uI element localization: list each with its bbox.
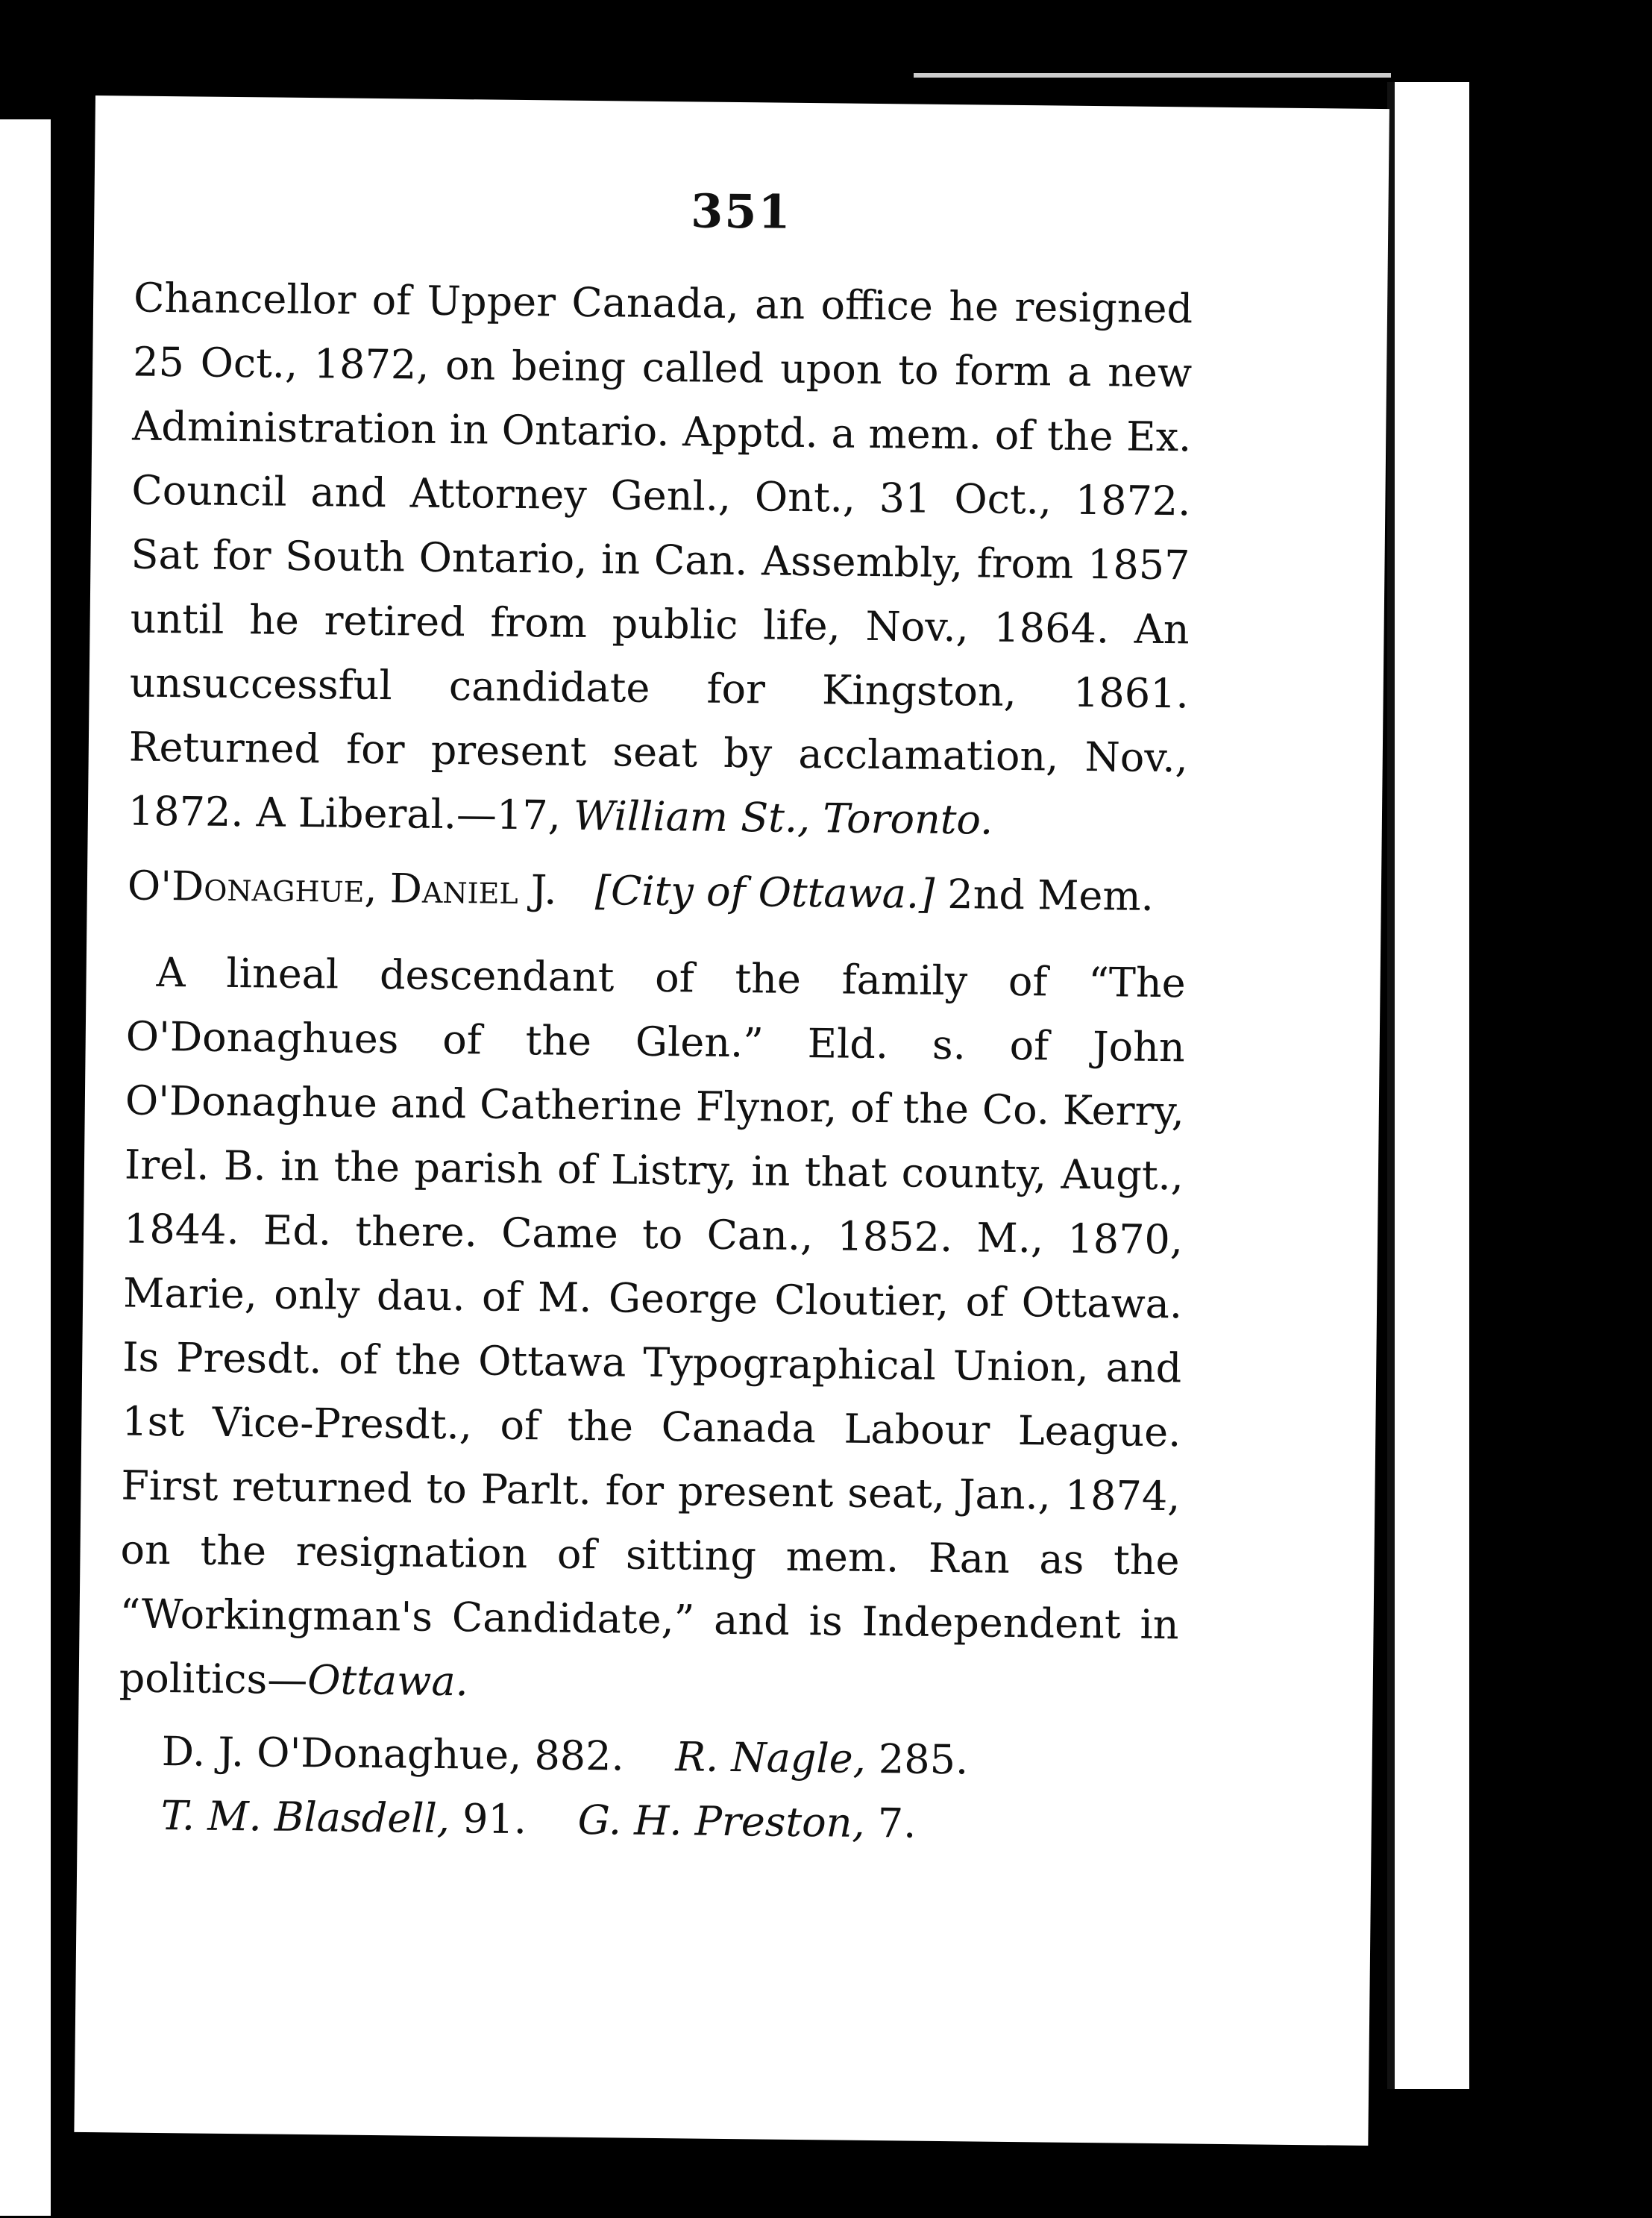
biography-odonaghue <box>119 941 1186 1722</box>
votes-nagle: 285. <box>878 1735 969 1784</box>
results-line-1 <box>118 1719 1178 1794</box>
candidate-preston: G. H. Preston, <box>577 1796 865 1846</box>
candidate-nagle: R. Nagle, <box>675 1733 867 1782</box>
member-seat: 2nd Mem. <box>947 871 1155 920</box>
constituency: [City of Ottawa.] <box>594 867 935 918</box>
biography-city: Ottawa. <box>307 1656 469 1705</box>
book-page <box>74 95 1389 2146</box>
biography-continued-text: Chancellor of Upper Canada, an office he resigned 25 Oct., 1872, on being called upon to form a new Administration in Ontario. Apptd. a mem. of the Ex. Council and Attorney Genl., Ont., 31 Oct., 1872. Sat for South Ontario, in Can. Assembly, from 1857 until he retired from public life, Nov., 1864. An unsuccessful candidate for Kingston, 1861. Returned for present seat by acclamation, Nov., 1872. A Liberal.—17, <box>128 274 1193 839</box>
biography-odonaghue-text: A lineal descendant of the family of “The O'Donaghues of the Glen.” Eld. s. of John O'Donaghue and Catherine Flynor, of the Co. Kerry, Irel. B. in the parish of Listry, in that county, Augt., 1844. Ed. there. Came to Can., 1852. M., 1870, Marie, only dau. of M. George Cloutier, of Ottawa. Is Presdt. of the Ottawa Typographical Union, and 1st Vice-Presdt., of the Canada Labour League. First returned to Parlt. for present seat, Jan., 1874, on the resignation of sitting mem. Ran as the “Workingman's Candidate,” and is Independent in politics— <box>119 948 1186 1704</box>
adjacent-page-edge-right <box>1387 82 1469 2089</box>
candidate-blasdell: T. M. Blasdell, <box>160 1792 450 1843</box>
page-edge-top <box>914 73 1391 78</box>
candidate-odonaghue: D. J. O'Donaghue, 882. <box>161 1728 625 1780</box>
entry-heading <box>127 854 1187 930</box>
votes-blasdell: 91. <box>462 1795 527 1843</box>
results-line-2 <box>117 1783 1177 1858</box>
member-name: O'Donaghue, Daniel J. <box>127 862 557 914</box>
votes-preston: 7. <box>877 1799 917 1847</box>
adjacent-page-edge-left <box>0 119 60 2216</box>
election-results <box>117 1719 1178 1858</box>
page-text <box>117 266 1193 1859</box>
page-number: 351 <box>690 184 792 239</box>
biography-address: William St., Toronto. <box>573 792 993 844</box>
biography-continued <box>128 266 1193 855</box>
